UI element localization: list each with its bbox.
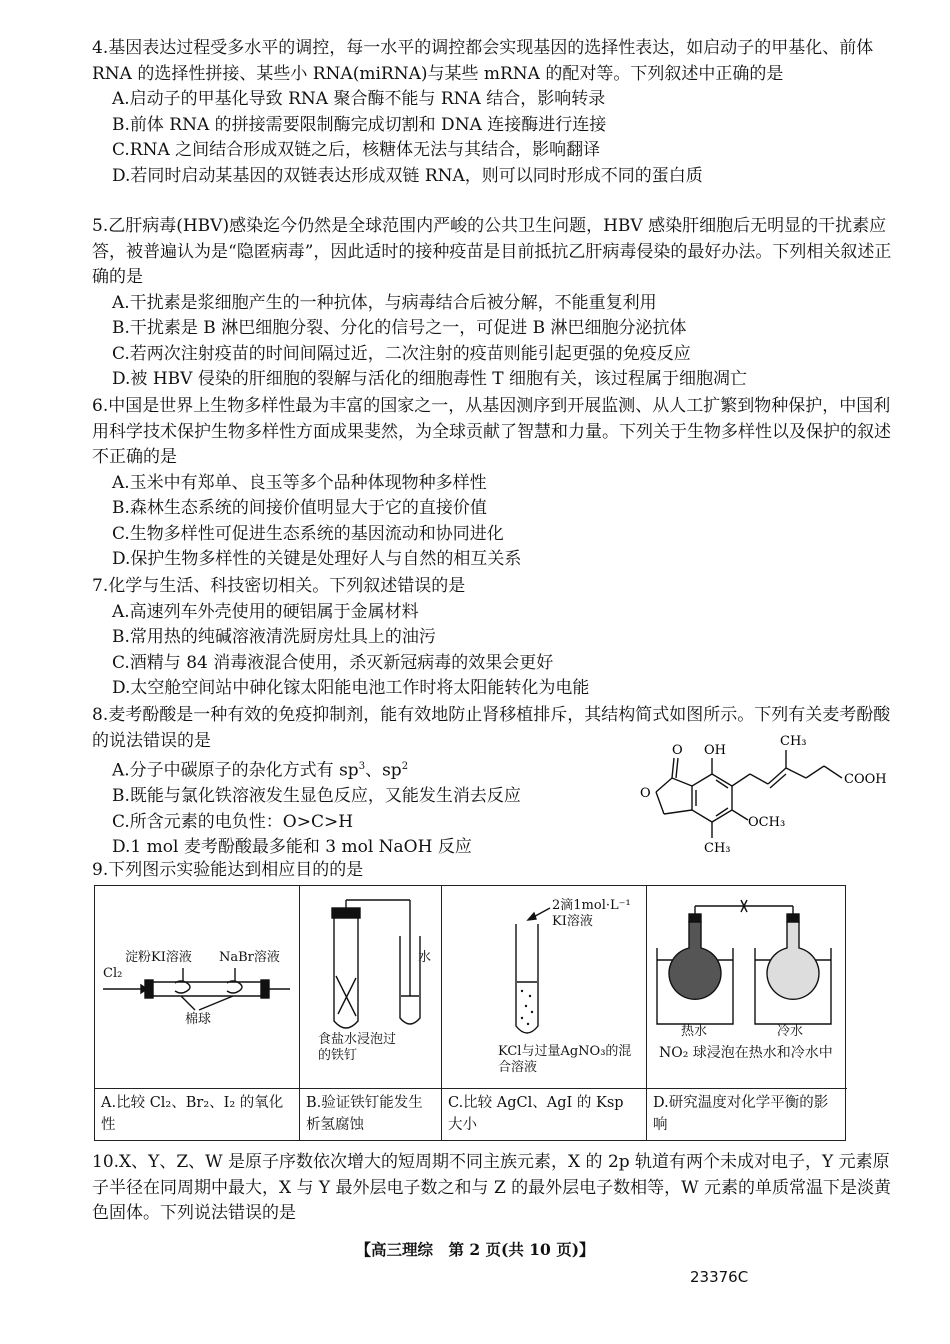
caption-a: A.比较 Cl₂、Br₂、I₂ 的氧化性 bbox=[95, 1088, 299, 1140]
question-10 bbox=[92, 1150, 892, 1227]
option-c: C.生物多样性可促进生态系统的基因流动和协同进化 bbox=[112, 523, 504, 544]
atom-label: OH bbox=[704, 743, 726, 758]
option-b: B.既能与氯化铁溶液发生显色反应，又能发生消去反应 bbox=[112, 786, 521, 807]
experiment-table bbox=[94, 885, 846, 1141]
experiment-a bbox=[95, 886, 300, 1140]
experiment-d bbox=[647, 886, 847, 1140]
caption-b: B.验证铁钉能发生析氢腐蚀 bbox=[300, 1088, 441, 1140]
label-cotton: 棉球 bbox=[185, 1012, 212, 1027]
question-stem: 10.X、Y、Z、W 是原子序数依次增大的短周期不同主族元素，X 的 2p 轨道有两个未成对电子，Y 元素原子半径在同周期中最大，X 与 Y 最外层电子数之和与 Z 的最外层电子数相等，W 元素的单质常温下是淡黄色固体。下列说法错误的是 bbox=[92, 1152, 892, 1223]
option-d: D.保护生物多样性的关键是处理好人与自然的相互关系 bbox=[112, 549, 522, 569]
question-9 bbox=[92, 858, 892, 884]
label-water: 水 bbox=[418, 950, 432, 965]
option-a: A.玉米中有郑单、良玉等多个品种体现物种多样性 bbox=[112, 472, 487, 493]
experiment-b bbox=[300, 886, 442, 1140]
option-c: C.RNA 之间结合形成双链之后，核糖体无法与其结合，影响翻译 bbox=[112, 140, 601, 160]
question-7 bbox=[92, 574, 892, 702]
mycophenolic-acid-structure bbox=[620, 728, 890, 860]
experiment-c bbox=[442, 886, 647, 1140]
option-b: B.干扰素是 B 淋巴细胞分裂、分化的信号之一，可促进 B 淋巴细胞分泌抗体 bbox=[112, 318, 687, 338]
label-nail: 食盐水浸泡过的铁钉 bbox=[318, 1032, 397, 1063]
atom-label: CH₃ bbox=[704, 841, 731, 856]
atom-label: CH₃ bbox=[780, 734, 807, 749]
option-c: C.若两次注射疫苗的时间间隔过近，二次注射的疫苗则能引起更强的免疫反应 bbox=[112, 343, 691, 364]
option-a: A.干扰素是浆细胞产生的一种抗体，与病毒结合后被分解，不能重复利用 bbox=[112, 292, 657, 313]
label-hot-water: 热水 bbox=[681, 1024, 708, 1039]
option-a: A.启动子的甲基化导致 RNA 聚合酶不能与 RNA 结合，影响转录 bbox=[112, 89, 606, 109]
question-5 bbox=[92, 214, 892, 393]
option-a: A.分子中碳原子的杂化方式有 $sp^3$、$sp^2$ bbox=[112, 760, 409, 781]
option-d: D.被 HBV 侵染的肝细胞的裂解与活化的细胞毒性 T 细胞有关，该过程属于细胞凋亡 bbox=[112, 369, 747, 389]
atom-label: O bbox=[672, 743, 683, 758]
label-ki-drops: 2滴1mol·L⁻¹ KI溶液 bbox=[552, 898, 631, 929]
atom-label: O bbox=[640, 786, 651, 801]
label-starch-ki: 淀粉KI溶液 bbox=[125, 950, 192, 965]
question-stem: 4.基因表达过程受多水平的调控，每一水平的调控都会实现基因的选择性表达，如启动子的甲基化、前体 RNA 的选择性拼接、某些小 RNA(miRNA)与某些 mRNA 的配对等。下列叙述中正确的是 bbox=[92, 38, 874, 84]
question-stem: 8.麦考酚酸是一种有效的免疫抑制剂，能有效地防止肾移植排斥，其结构简式如图所示。下列有关麦考酚酸的说法错误的是 bbox=[92, 705, 891, 751]
option-c: C.酒精与 84 消毒液混合使用，杀灭新冠病毒的效果会更好 bbox=[112, 652, 554, 673]
caption-c: C.比较 AgCl、AgI 的 Ksp 大小 bbox=[442, 1088, 646, 1140]
atom-label: COOH bbox=[844, 772, 887, 787]
label-nabr: NaBr溶液 bbox=[219, 950, 280, 965]
option-d: D.太空舱空间站中砷化镓太阳能电池工作时将太阳能转化为电能 bbox=[112, 678, 590, 698]
option-a: A.高速列车外壳使用的硬铝属于金属材料 bbox=[112, 601, 419, 622]
question-stem: 7.化学与生活、科技密切相关。下列叙述错误的是 bbox=[92, 576, 466, 596]
label-cl2: Cl₂ bbox=[103, 966, 123, 981]
exam-code: 23376C bbox=[690, 1268, 749, 1286]
label-no2-description: NO₂ 球浸泡在热水和冷水中 bbox=[659, 1045, 833, 1061]
option-d: D.若同时启动某基因的双链表达形成双链 RNA，则可以同时形成不同的蛋白质 bbox=[112, 165, 703, 186]
question-stem: 6.中国是世界上生物多样性最为丰富的国家之一，从基因测序到开展监测、从人工扩繁到物种保护，中国利用科学技术保护生物多样性方面成果斐然，为全球贡献了智慧和力量。下列关于生物多样性以及保护的叙述不正确的是 bbox=[92, 396, 891, 467]
question-6 bbox=[92, 394, 892, 573]
question-stem: 5.乙肝病毒(HBV)感染迄今仍然是全球范围内严峻的公共卫生问题，HBV 感染肝细胞后无明显的干扰素应答，被普遍认为是“隐匿病毒”，因此适时的接种疫苗是目前抵抗乙肝病毒侵染的最好办法。下列相关叙述正确的是 bbox=[92, 216, 892, 287]
option-d: D.1 mol 麦考酚酸最多能和 3 mol NaOH 反应 bbox=[112, 837, 472, 858]
option-c: C.所含元素的电负性：O>C>H bbox=[112, 811, 354, 832]
question-stem: 9.下列图示实验能达到相应目的的是 bbox=[92, 860, 364, 880]
option-b: B.前体 RNA 的拼接需要限制酶完成切割和 DNA 连接酶进行连接 bbox=[112, 114, 607, 135]
question-4 bbox=[92, 36, 892, 189]
atom-label: OCH₃ bbox=[748, 815, 786, 830]
option-b: B.常用热的纯碱溶液清洗厨房灶具上的油污 bbox=[112, 627, 436, 647]
label-mix-solution: KCl与过量AgNO₃的混合溶液 bbox=[498, 1044, 632, 1075]
caption-d: D.研究温度对化学平衡的影响 bbox=[647, 1088, 847, 1140]
page-footer: 【高三理综 第 2 页(共 10 页)】 bbox=[355, 1240, 595, 1259]
option-b: B.森林生态系统的间接价值明显大于它的直接价值 bbox=[112, 498, 487, 518]
label-cold-water: 冷水 bbox=[777, 1024, 804, 1039]
